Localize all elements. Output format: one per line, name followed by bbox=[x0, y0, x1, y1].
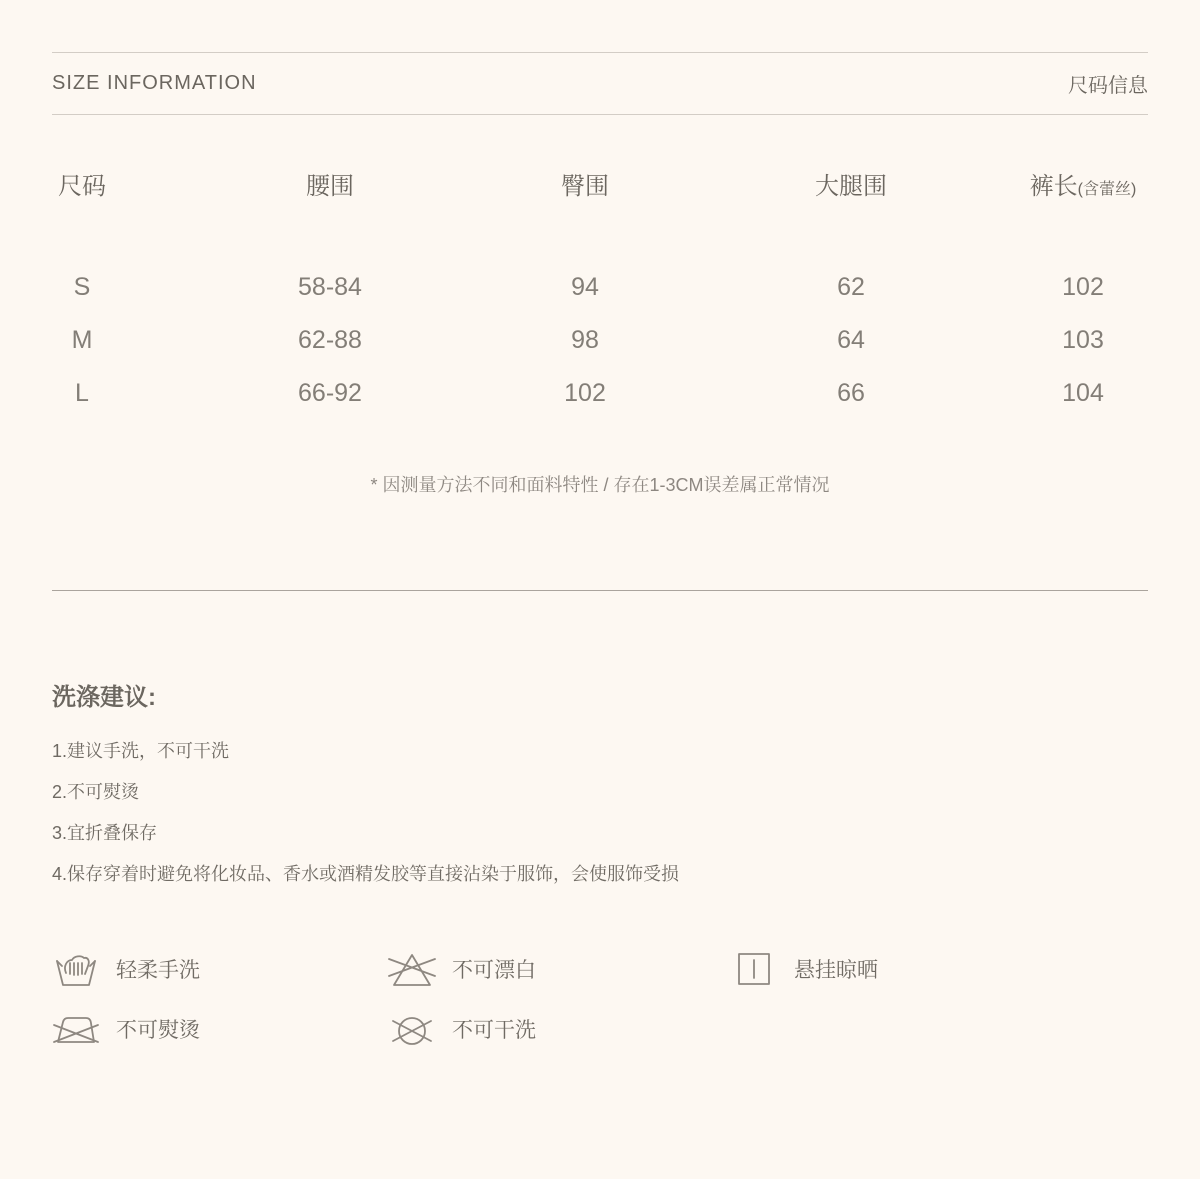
section-title-en: SIZE INFORMATION bbox=[52, 72, 257, 94]
section-divider bbox=[52, 590, 1148, 591]
care-instruction-2: 2.不可熨烫 bbox=[52, 782, 140, 802]
cell-length: 103 bbox=[1062, 326, 1104, 354]
cell-size: M bbox=[71, 326, 93, 354]
col-header-length-suffix: (含蕾丝) bbox=[1077, 180, 1137, 198]
care-symbol-label: 不可熨烫 bbox=[116, 1019, 200, 1042]
col-header-hip: 臀围 bbox=[561, 172, 609, 200]
care-symbol-no-bleach bbox=[388, 945, 730, 993]
no-bleach-icon bbox=[388, 945, 436, 993]
care-instruction-list bbox=[52, 738, 1148, 887]
cell-thigh: 62 bbox=[837, 273, 865, 301]
cell-hip: 102 bbox=[564, 379, 606, 407]
table-row-m bbox=[0, 314, 1200, 367]
cell-waist: 58-84 bbox=[298, 273, 362, 301]
hand-wash-icon bbox=[52, 945, 100, 993]
size-info-page bbox=[0, 52, 1200, 1053]
col-header-waist: 腰围 bbox=[306, 172, 354, 200]
care-symbol-no-dry-clean bbox=[388, 1005, 730, 1053]
cell-hip: 98 bbox=[571, 326, 599, 354]
cell-thigh: 64 bbox=[837, 326, 865, 354]
care-symbol-hang-dry bbox=[730, 945, 1148, 993]
cell-size: L bbox=[75, 379, 89, 407]
cell-size: S bbox=[73, 273, 91, 301]
care-symbol-hand-wash bbox=[52, 945, 388, 993]
table-row-l bbox=[0, 367, 1200, 420]
col-header-size: 尺码 bbox=[58, 172, 106, 200]
care-symbol-label: 悬挂晾晒 bbox=[794, 959, 878, 982]
cell-length: 104 bbox=[1062, 379, 1104, 407]
care-symbols-grid bbox=[52, 945, 1148, 1053]
care-section bbox=[52, 681, 1148, 1053]
col-header-length-text: 裤长 bbox=[1029, 172, 1078, 200]
col-header-length bbox=[1028, 157, 1138, 209]
care-instruction-1: 1.建议手洗，不可干洗 bbox=[52, 741, 230, 761]
care-heading: 洗涤建议: bbox=[52, 684, 156, 711]
measurement-note: * 因测量方法不同和面料特性 / 存在1-3CM误差属正常情况 bbox=[370, 475, 830, 495]
table-row-s bbox=[0, 261, 1200, 314]
cell-hip: 94 bbox=[571, 273, 599, 301]
no-dry-clean-icon bbox=[388, 1005, 436, 1053]
care-symbol-label: 不可漂白 bbox=[452, 959, 536, 982]
care-symbol-label: 不可干洗 bbox=[452, 1019, 536, 1042]
no-iron-icon bbox=[52, 1005, 100, 1053]
cell-thigh: 66 bbox=[837, 379, 865, 407]
cell-waist: 62-88 bbox=[298, 326, 362, 354]
section-title-zh: 尺码信息 bbox=[1068, 75, 1148, 97]
cell-length: 102 bbox=[1062, 273, 1104, 301]
col-header-thigh: 大腿围 bbox=[815, 172, 887, 200]
care-symbol-label: 轻柔手洗 bbox=[116, 959, 200, 982]
care-symbol-no-iron bbox=[52, 1005, 388, 1053]
care-instruction-4: 4.保存穿着时避免将化妆品、香水或酒精发胶等直接沾染于服饰，会使服饰受损 bbox=[52, 864, 680, 884]
size-table bbox=[0, 157, 1200, 420]
section-header bbox=[52, 52, 1148, 115]
care-instruction-3: 3.宜折叠保存 bbox=[52, 823, 158, 843]
cell-waist: 66-92 bbox=[298, 379, 362, 407]
size-table-header-row bbox=[0, 157, 1200, 209]
hang-dry-icon bbox=[730, 945, 778, 993]
